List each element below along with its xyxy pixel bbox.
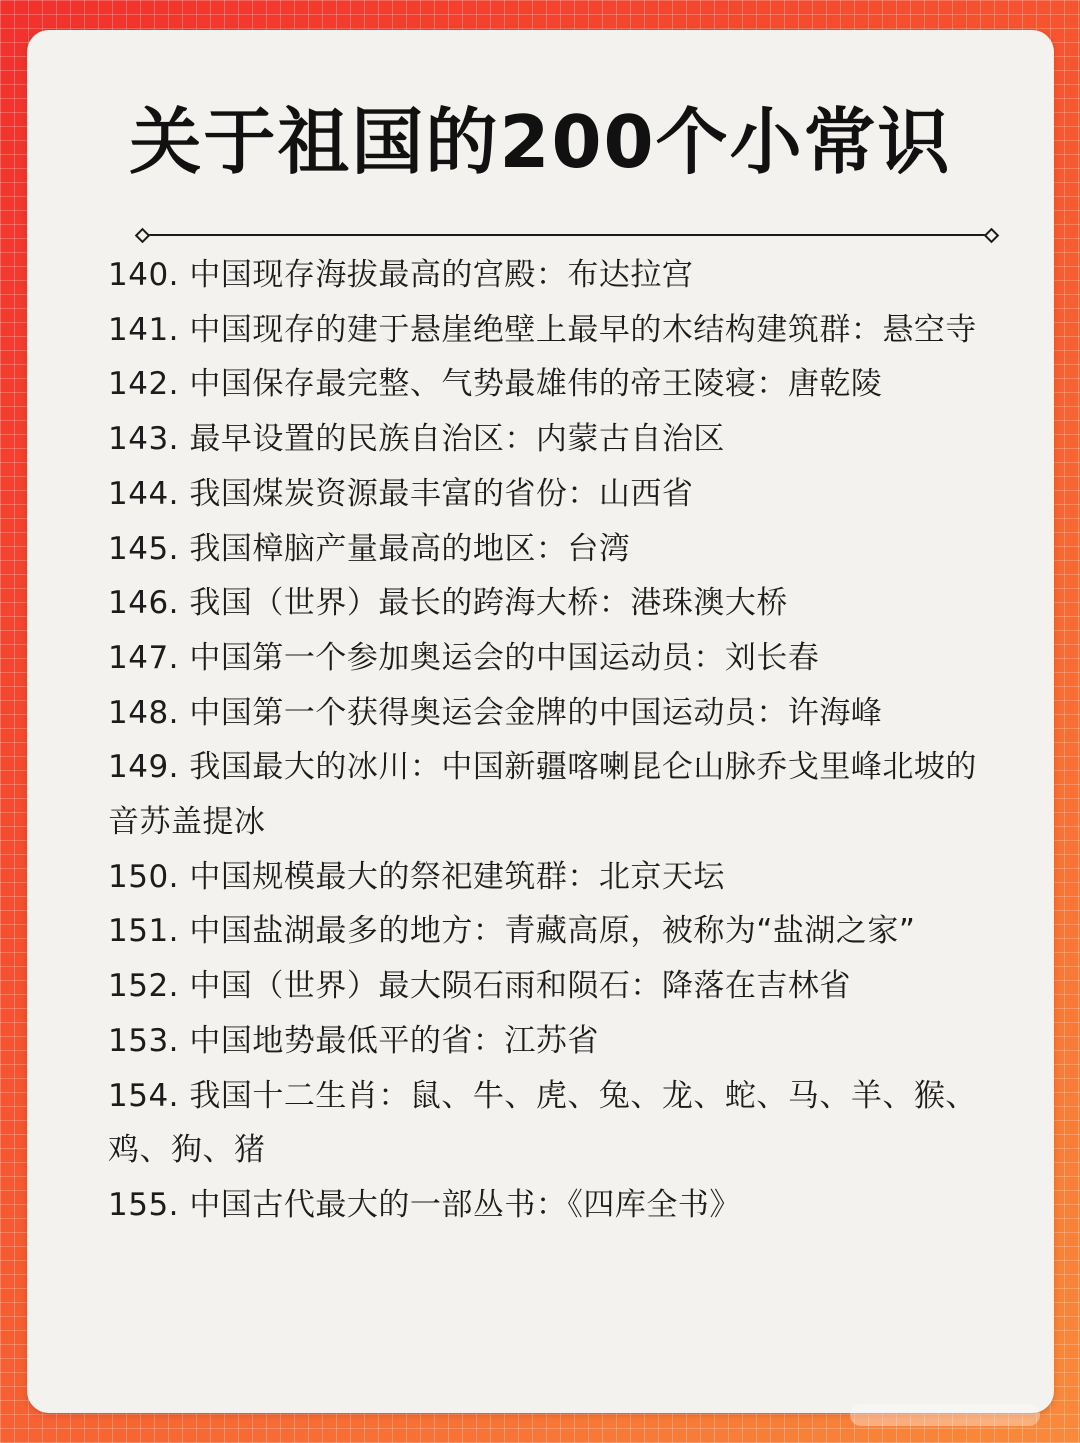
divider-diamond-right-icon — [984, 228, 1000, 244]
title-divider — [135, 226, 999, 244]
list-item: 140. 中国现存海拔最高的宫殿：布达拉宫 — [108, 257, 694, 293]
list-item: 145. 我国樟脑产量最高的地区：台湾 — [108, 530, 631, 567]
list-item: 149. 我国最大的冰川：中国新疆喀喇昆仑山脉乔戈里峰北坡的音苏盖提冰 — [108, 749, 977, 841]
facts-list — [108, 248, 988, 1233]
divider-diamond-left-icon — [135, 228, 151, 244]
list-item: 151. 中国盐湖最多的地方：青藏高原，被称为“盐湖之家” — [108, 913, 916, 950]
list-item: 143. 最早设置的民族自治区：内蒙古自治区 — [108, 421, 725, 458]
list-item: 155. 中国古代最大的一部丛书：《四库全书》 — [108, 1186, 741, 1223]
list-item: 150. 中国规模最大的祭祀建筑群：北京天坛 — [108, 858, 725, 895]
divider-line — [144, 234, 990, 236]
list-item: 144. 我国煤炭资源最丰富的省份：山西省 — [108, 475, 694, 512]
watermark — [850, 1404, 1040, 1426]
list-item: 142. 中国保存最完整、气势最雄伟的帝王陵寝：唐乾陵 — [108, 366, 883, 403]
page-title: 关于祖国的200个小常识 — [129, 100, 952, 184]
list-item: 146. 我国（世界）最长的跨海大桥：港珠澳大桥 — [108, 585, 788, 622]
list-item: 153. 中国地势最低平的省：江苏省 — [108, 1022, 599, 1059]
list-item: 152. 中国（世界）最大陨石雨和陨石：降落在吉林省 — [108, 968, 851, 1005]
list-item: 148. 中国第一个获得奥运会金牌的中国运动员：许海峰 — [108, 694, 883, 731]
list-item: 154. 我国十二生肖：鼠、牛、虎、兔、龙、蛇、马、羊、猴、鸡、狗、猪 — [108, 1077, 977, 1169]
list-item: 141. 中国现存的建于悬崖绝壁上最早的木结构建筑群：悬空寺 — [108, 311, 977, 348]
list-item: 147. 中国第一个参加奥运会的中国运动员：刘长春 — [108, 639, 820, 676]
